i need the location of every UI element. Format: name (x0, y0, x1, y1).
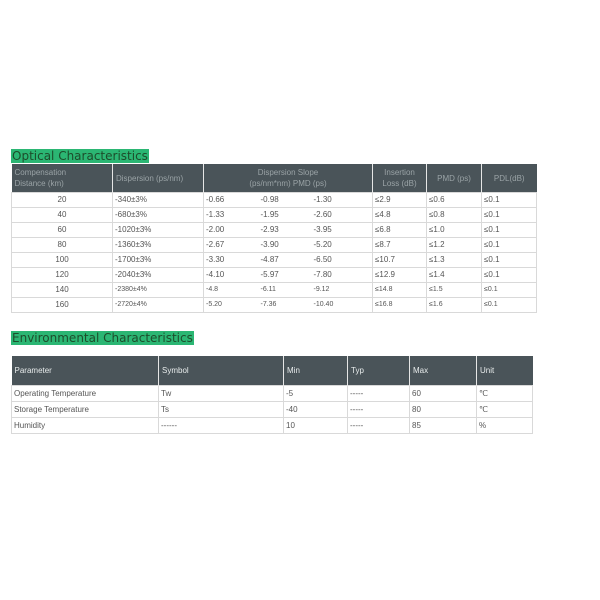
distance-cell: 80 (12, 238, 113, 253)
pmd-cell: ≤1.2 (427, 238, 482, 253)
table-row (12, 253, 594, 268)
distance-cell: 20 (12, 193, 113, 208)
unit-cell: ℃ (477, 386, 533, 402)
parameter-cell: Humidity (12, 418, 159, 434)
slope-cell: -2.00 (204, 223, 259, 238)
header-symbol: Symbol (159, 356, 284, 386)
slope-cell: -2.93 (259, 223, 312, 238)
table-row (12, 193, 594, 208)
environmental-characteristics-title: Environmental Characteristics (12, 331, 193, 345)
table-row (12, 268, 594, 283)
pmd-cell: ≤1.4 (427, 268, 482, 283)
insertion-loss-cell: ≤2.9 (373, 193, 427, 208)
optical-header-row (12, 164, 594, 193)
table-row (12, 223, 594, 238)
unit-cell: ℃ (477, 402, 533, 418)
slope-cell: -2.60 (312, 208, 373, 223)
header-compensation-distance: Compensation Distance (km) (12, 164, 113, 193)
slope-cell: -6.50 (312, 253, 373, 268)
parameter-cell: Operating Temperature (12, 386, 159, 402)
dispersion-cell: -1700±3% (113, 253, 204, 268)
slope-cell: -4.8 (204, 283, 259, 298)
slope-cell: -4.10 (204, 268, 259, 283)
pmd-cell: ≤1.5 (427, 283, 482, 298)
dispersion-cell: -340±3% (113, 193, 204, 208)
typ-cell: ----- (348, 386, 410, 402)
distance-cell: 40 (12, 208, 113, 223)
header-max: Max (410, 356, 477, 386)
slope-cell: -2.67 (204, 238, 259, 253)
pmd-cell: ≤1.6 (427, 298, 482, 313)
unit-cell: % (477, 418, 533, 434)
pmd-cell: ≤0.8 (427, 208, 482, 223)
distance-cell: 100 (12, 253, 113, 268)
header-min: Min (284, 356, 348, 386)
typ-cell: ----- (348, 402, 410, 418)
slope-cell: -7.80 (312, 268, 373, 283)
slope-cell: -1.95 (259, 208, 312, 223)
header-unit: Unit (477, 356, 533, 386)
symbol-cell: Tw (159, 386, 284, 402)
max-cell: 85 (410, 418, 477, 434)
optical-characteristics-title: Optical Characteristics (12, 149, 148, 163)
table-row (12, 283, 594, 298)
parameter-cell: Storage Temperature (12, 402, 159, 418)
pdl-cell: ≤0.1 (482, 223, 537, 238)
insertion-loss-cell: ≤16.8 (373, 298, 427, 313)
slope-cell: -0.66 (204, 193, 259, 208)
symbol-cell: Ts (159, 402, 284, 418)
insertion-loss-cell: ≤4.8 (373, 208, 427, 223)
insertion-loss-cell: ≤8.7 (373, 238, 427, 253)
slope-cell: -1.30 (312, 193, 373, 208)
slope-cell: -1.33 (204, 208, 259, 223)
distance-cell: 120 (12, 268, 113, 283)
slope-cell: -6.11 (259, 283, 312, 298)
environmental-characteristics-table (11, 356, 533, 434)
slope-cell: -3.30 (204, 253, 259, 268)
min-cell: 10 (284, 418, 348, 434)
pdl-cell: ≤0.1 (482, 253, 537, 268)
symbol-cell: ------ (159, 418, 284, 434)
table-row (12, 208, 594, 223)
slope-cell: -5.97 (259, 268, 312, 283)
insertion-loss-cell: ≤10.7 (373, 253, 427, 268)
dispersion-cell: -2380±4% (113, 283, 204, 298)
header-parameter: Parameter (12, 356, 159, 386)
dispersion-cell: -2720±4% (113, 298, 204, 313)
slope-cell: -5.20 (312, 238, 373, 253)
pmd-cell: ≤0.6 (427, 193, 482, 208)
distance-cell: 60 (12, 223, 113, 238)
pdl-cell: ≤0.1 (482, 283, 537, 298)
min-cell: -5 (284, 386, 348, 402)
insertion-loss-cell: ≤6.8 (373, 223, 427, 238)
pdl-cell: ≤0.1 (482, 298, 537, 313)
insertion-loss-cell: ≤14.8 (373, 283, 427, 298)
optical-characteristics-table (11, 164, 594, 313)
table-row (12, 386, 533, 402)
dispersion-cell: -2040±3% (113, 268, 204, 283)
header-dispersion: Dispersion (ps/nm) (113, 164, 204, 193)
pdl-cell: ≤0.1 (482, 208, 537, 223)
pmd-cell: ≤1.3 (427, 253, 482, 268)
header-pmd: PMD (ps) (427, 164, 482, 193)
header-dispersion-slope: Dispersion Slope (ps/nm*nm) PMD (ps) (204, 164, 373, 193)
min-cell: -40 (284, 402, 348, 418)
pdl-cell: ≤0.1 (482, 193, 537, 208)
table-row (12, 238, 594, 253)
env-header-row (12, 356, 533, 386)
dispersion-cell: -680±3% (113, 208, 204, 223)
pdl-cell: ≤0.1 (482, 268, 537, 283)
slope-cell: -9.12 (312, 283, 373, 298)
max-cell: 80 (410, 402, 477, 418)
table-row (12, 418, 533, 434)
slope-cell: -7.36 (259, 298, 312, 313)
table-row (12, 298, 594, 313)
slope-cell: -0.98 (259, 193, 312, 208)
slope-cell: -3.90 (259, 238, 312, 253)
dispersion-cell: -1020±3% (113, 223, 204, 238)
pmd-cell: ≤1.0 (427, 223, 482, 238)
typ-cell: ----- (348, 418, 410, 434)
pdl-cell: ≤0.1 (482, 238, 537, 253)
distance-cell: 160 (12, 298, 113, 313)
distance-cell: 140 (12, 283, 113, 298)
insertion-loss-cell: ≤12.9 (373, 268, 427, 283)
slope-cell: -3.95 (312, 223, 373, 238)
header-typ: Typ (348, 356, 410, 386)
header-pdl: PDL(dB) (482, 164, 537, 193)
dispersion-cell: -1360±3% (113, 238, 204, 253)
max-cell: 60 (410, 386, 477, 402)
slope-cell: -10.40 (312, 298, 373, 313)
table-row (12, 402, 533, 418)
slope-cell: -5.20 (204, 298, 259, 313)
slope-cell: -4.87 (259, 253, 312, 268)
header-insertion-loss: Insertion Loss (dB) (373, 164, 427, 193)
